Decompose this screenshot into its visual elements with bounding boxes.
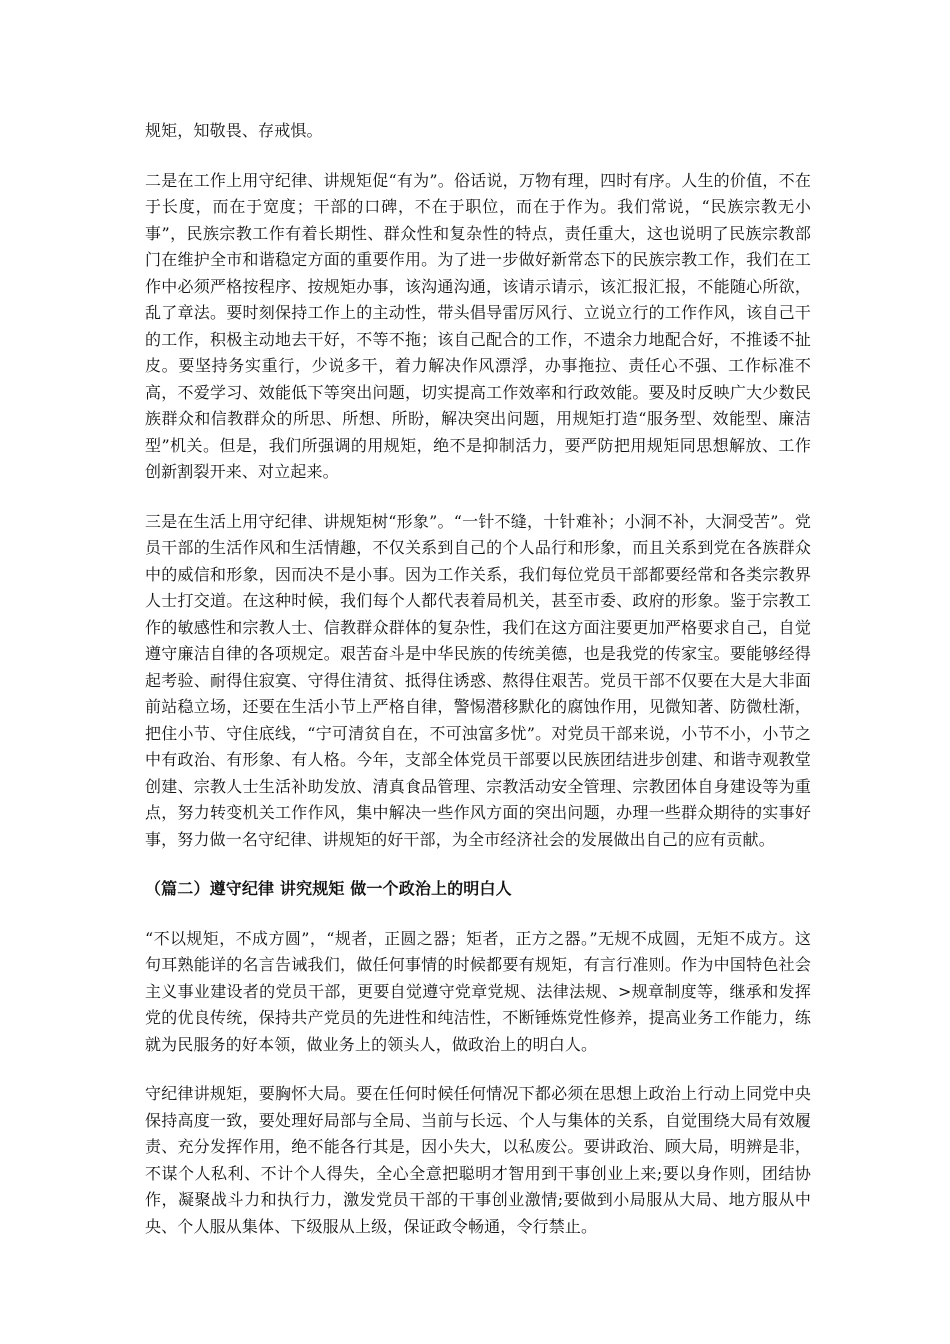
section-heading-part-two: （篇二）遵守纪律 讲究规矩 做一个政治上的明白人 [145, 879, 512, 898]
paragraph-life-rules: 三是在生活上用守纪律、讲规矩树“形象”。“一针不缝，十针难补；小洞不补，大洞受苦”。党员干部的生活作风和生活情趣，不仅关系到自己的个人品行和形象，而且关系到党在各族群众中的威信和形象，因而决不是小事。因为工作关系，我们每位党员干部都要经常和各类宗教界人士打交道。在这种时候，我们每个人都代表着局机关，甚至市委、政府的形象。鉴于宗教工作的敏感性和宗教人士、信教群众群体的复杂性，我们在这方面注要更加严格要求自己，自觉遵守廉洁自律的各项规定。艰苦奋斗是中华民族的传统美德，也是我党的传家宝。要能够经得起考验、耐得住寂寞、守得住清贫、抵得住诱惑、熬得住艰苦。党员干部不仅要在大是大非面前站稳立场，还要在生活小节上严格自律，警惕潜移默化的腐蚀作用，见微知著、防微杜渐，把住小节、守住底线，“宁可清贫自在，不可浊富多忧”。对党员干部来说，小节不小，小节之中有政治、有形象、有人格。今年，支部全体党员干部要以民族团结进步创建、和谐寺观教堂创建、宗教人士生活补助发放、清真食品管理、宗教活动安全管理、宗教团体自身建设等为重点，努力转变机关工作作风，集中解决一些作风方面的突出问题，办理一些群众期待的实事好事，努力做一名守纪律、讲规矩的好干部，为全市经济社会的发展做出自己的应有贡献。 [145, 511, 811, 849]
paragraph-rules-intro: “不以规矩，不成方圆”，“规者，正圆之器；矩者，正方之器。”无规不成圆，无矩不成方。这句耳熟能详的名言告诫我们，做任何事情的时候都要有规矩，有言行准则。作为中国特色社会主义事业建设者的党员干部，更要自觉遵守党章党规、法律法规、>规章制度等，继承和发挥党的优良传统，保持共产党员的先进性和纯洁性，不断锤炼党性修养，提高业务工作能力，练就为民服务的好本领，做业务上的领头人，做政治上的明白人。 [145, 928, 811, 1054]
paragraph-big-picture: 守纪律讲规矩，要胸怀大局。要在任何时候任何情况下都必须在思想上政治上行动上同党中央保持高度一致，要处理好局部与全局、当前与长远、个人与集体的关系，自觉围绕大局有效履责、充分发挥作用，绝不能各行其是，因小失大，以私废公。要讲政治、顾大局，明辨是非，不谋个人私利、不计个人得失，全心全意把聪明才智用到干事创业上来;要以身作则，团结协作，凝聚战斗力和执行力，激发党员干部的干事创业激情;要做到小局服从大局、地方服从中央、个人服从集体、下级服从上级，保证政令畅通，令行禁止。 [145, 1084, 811, 1236]
paragraph-opening-fragment: 规矩，知敬畏、存戒惧。 [145, 121, 323, 140]
paragraph-work-rules: 二是在工作上用守纪律、讲规矩促“有为”。俗话说，万物有理，四时有序。人生的价值，不在于长度，而在于宽度；干部的口碑，不在于职位，而在于作为。我们常说，“民族宗教无小事”，民族宗教工作有着长期性、群众性和复杂性的特点，责任重大，这也说明了民族宗教部门在维护全市和谐稳定方面的重要作用。为了进一步做好新常态下的民族宗教工作，我们在工作中必须严格按程序、按规矩办事，该沟通沟通，该请示请示，该汇报汇报，不能随心所欲，乱了章法。要时刻保持工作上的主动性，带头倡导雷厉风行、立说立行的工作作风，该自己干的工作，积极主动地去干好，不等不拖；该自己配合的工作，不遗余力地配合好，不推诿不扯皮。要坚持务实重行，少说多干，着力解决作风漂浮，办事拖拉、责任心不强、工作标准不高，不爱学习、效能低下等突出问题，切实提高工作效率和行政效能。要及时反映广大少数民族群众和信教群众的所思、所想、所盼，解决突出问题，用规矩打造“服务型、效能型、廉洁型”机关。但是，我们所强调的用规矩，绝不是抑制活力，要严防把用规矩同思想解放、工作创新割裂开来、对立起来。 [145, 170, 811, 481]
document-page [145, 118, 811, 1263]
